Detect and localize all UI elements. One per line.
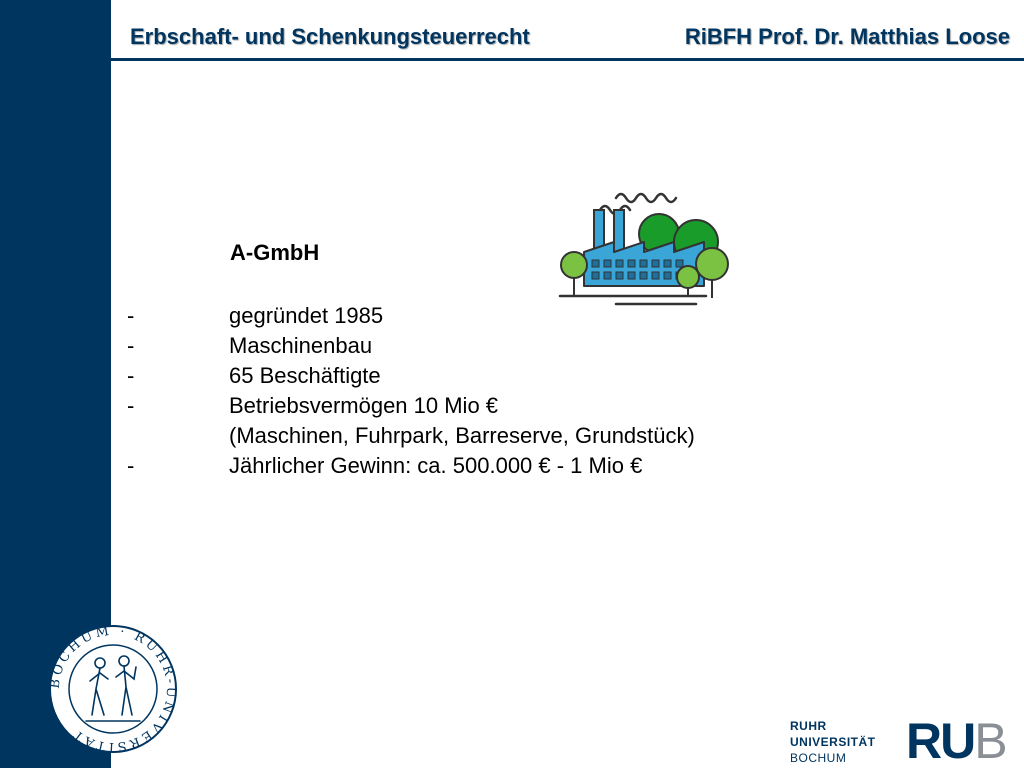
fact-bullet: - [127, 393, 135, 418]
fact-bullet: - [127, 363, 135, 388]
university-line-1: RUHR [790, 719, 827, 733]
company-name: A-GmbH [230, 240, 320, 265]
fact-bullet: - [127, 333, 135, 358]
fact-bullet: - [127, 303, 135, 328]
fact-text: Maschinenbau [229, 333, 373, 358]
factory-icon [556, 186, 732, 308]
university-line-2: UNIVERSITÄT [790, 735, 876, 749]
fact-text: (Maschinen, Fuhrpark, Barreserve, Grundstück) [229, 423, 695, 448]
seal-text: BOCHUM · RUHR-UNIVERSITÄT [47, 623, 179, 755]
fact-item [0, 453, 900, 483]
fact-item [0, 393, 900, 423]
fact-item [0, 333, 900, 363]
rub-logo [906, 714, 1006, 768]
fact-text: gegründet 1985 [229, 303, 384, 328]
fact-item [0, 363, 900, 393]
fact-item [0, 423, 900, 453]
fact-text: Jährlicher Gewinn: ca. 500.000 € - 1 Mio € [229, 453, 643, 478]
fact-item [0, 303, 900, 333]
header-title-left: Erbschaft- und Schenkungsteuerrecht [130, 24, 530, 49]
header-divider [111, 58, 1024, 61]
fact-text: 65 Beschäftigte [229, 363, 381, 388]
rub-logo-b: B [974, 713, 1006, 769]
university-line-3: BOCHUM [790, 751, 847, 765]
rub-logo-ru: RU [906, 713, 975, 769]
university-seal-icon [38, 623, 188, 756]
fact-text: Betriebsvermögen 10 Mio € [229, 393, 499, 418]
fact-list [0, 303, 900, 483]
fact-bullet: - [127, 453, 135, 478]
header-title-right: RiBFH Prof. Dr. Matthias Loose [684, 24, 1010, 49]
university-wordmark [790, 718, 876, 766]
